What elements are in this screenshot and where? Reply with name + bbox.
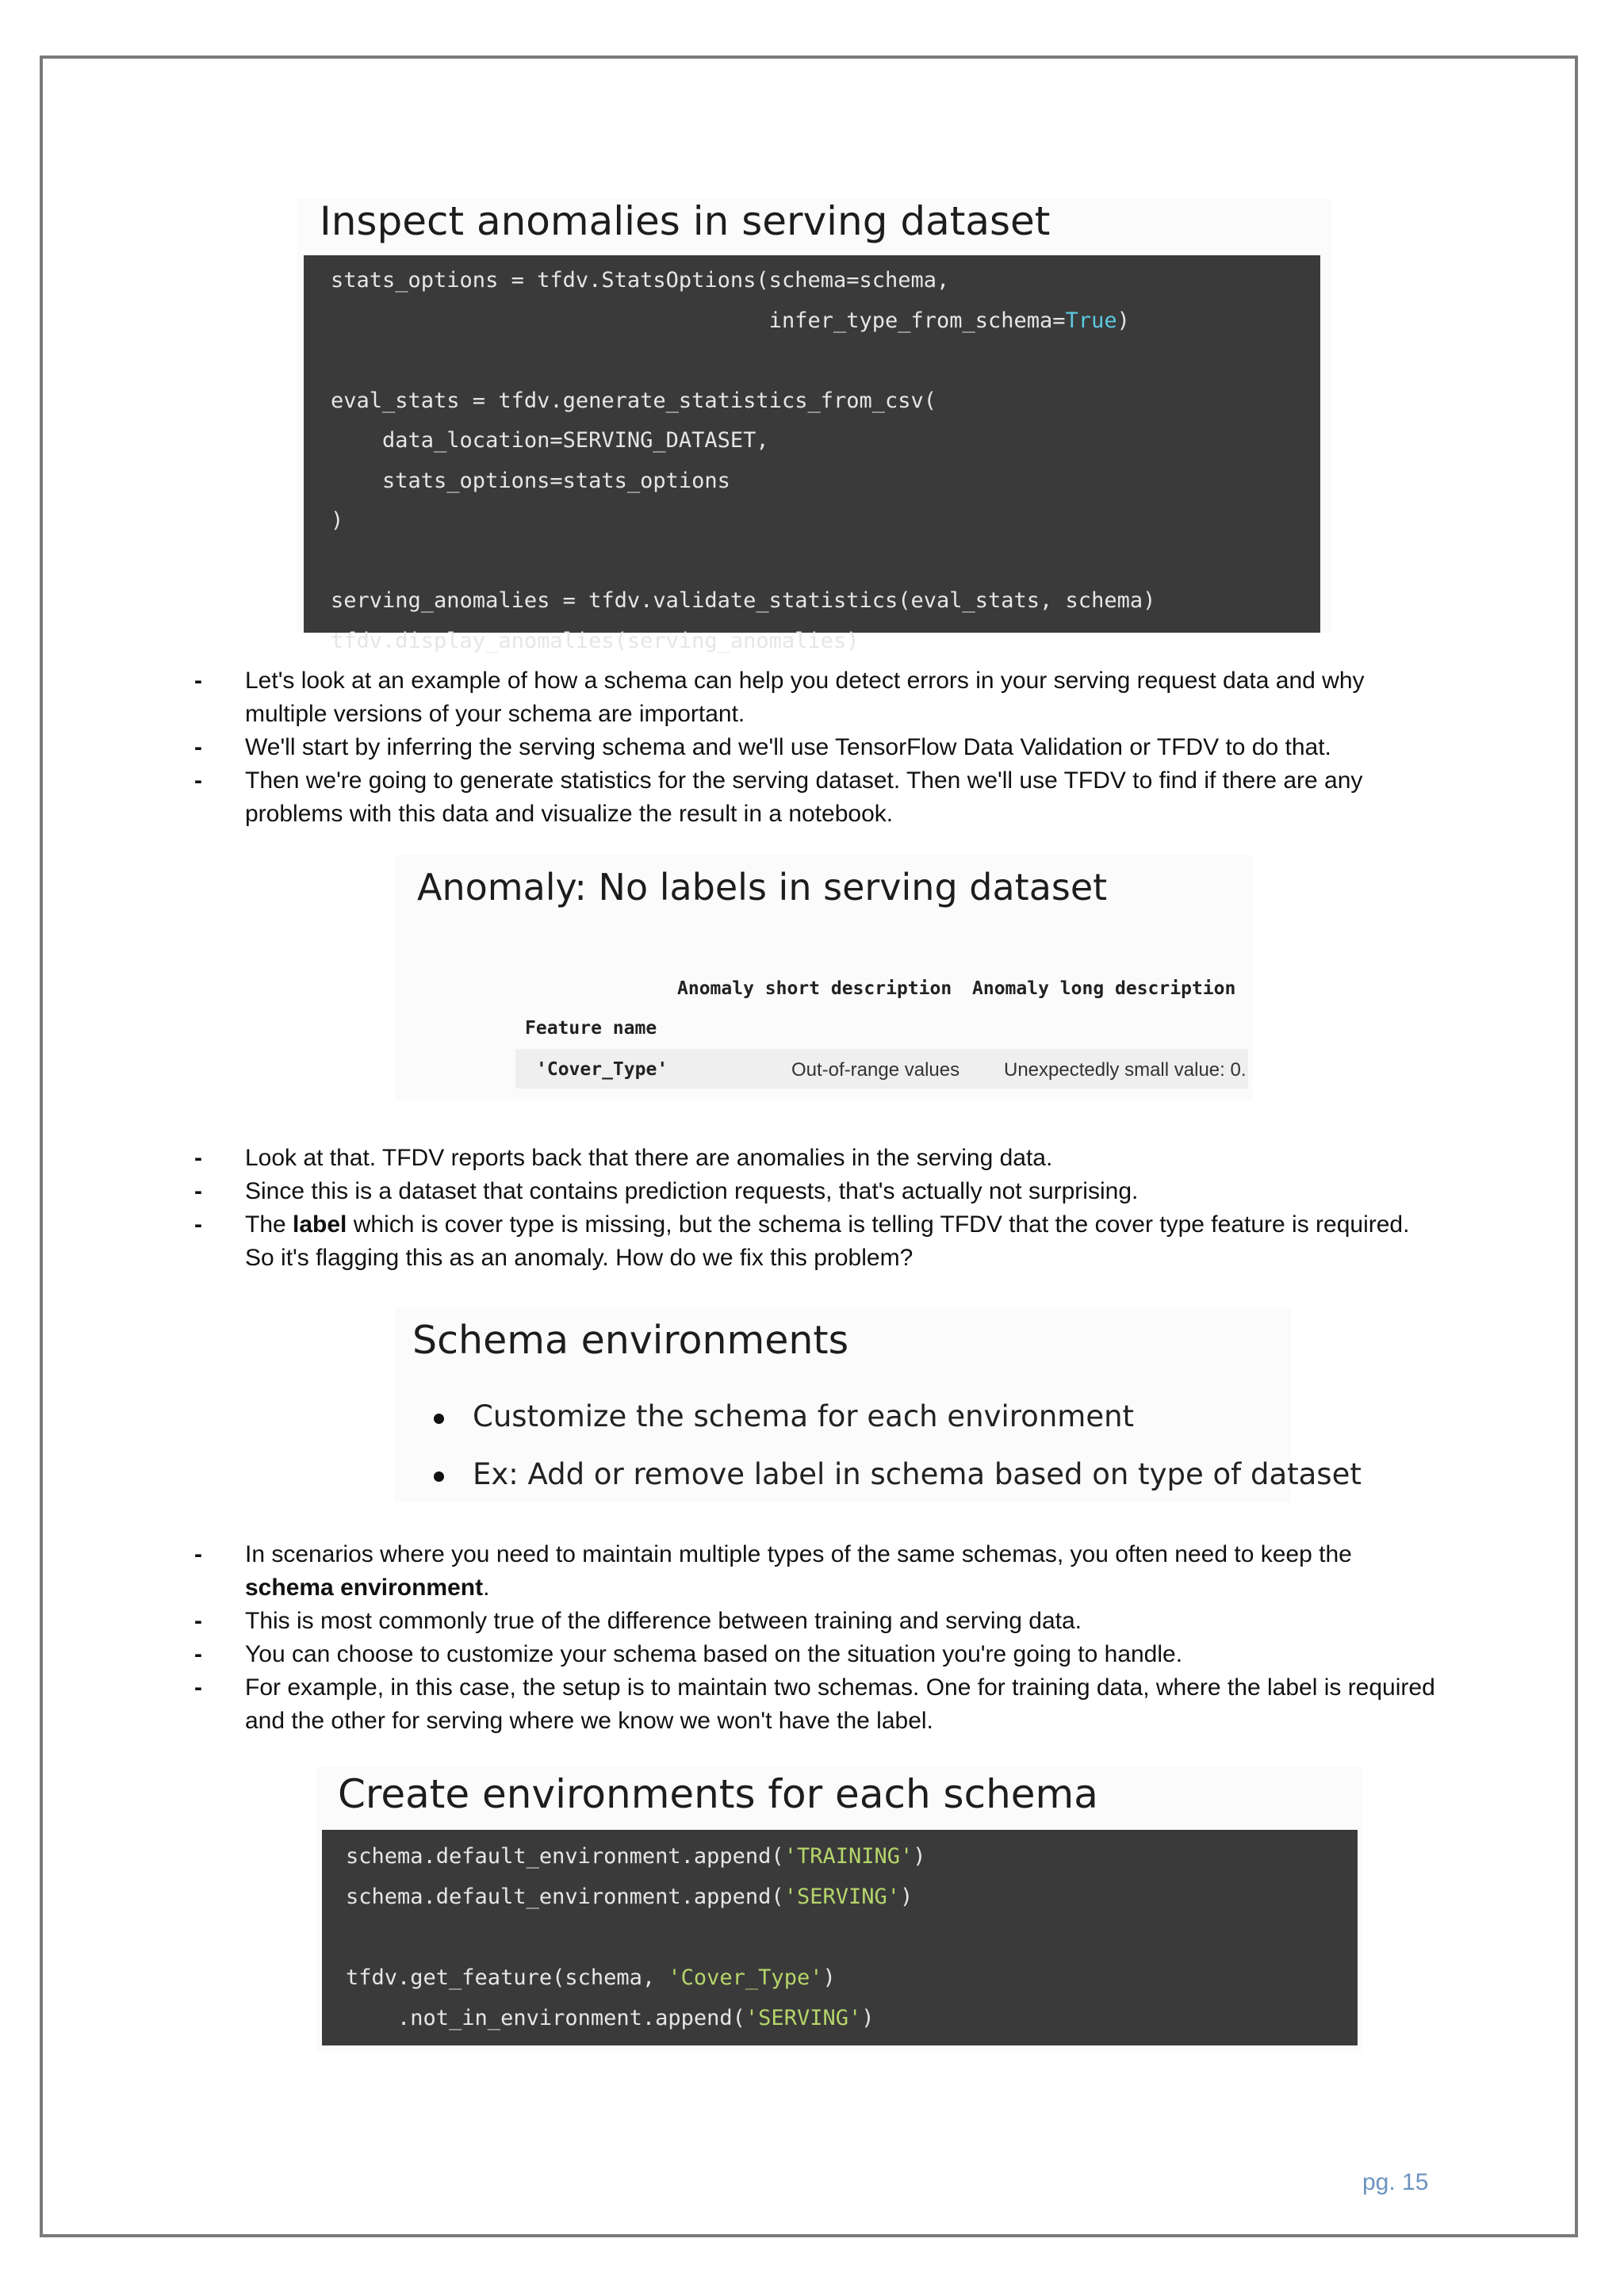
slide-title: Schema environments bbox=[412, 1318, 849, 1363]
slide-title: Create environments for each schema bbox=[338, 1771, 1098, 1817]
list-item: - In scenarios where you need to maintain multiple types of the same schemas, you often need to keep the schema environment. bbox=[194, 1538, 1439, 1605]
row-long-description: Unexpectedly small value: 0. bbox=[1004, 1059, 1247, 1081]
dash-bullet-icon: - bbox=[194, 1211, 202, 1238]
list-item: Customize the schema for each environment bbox=[473, 1399, 1135, 1433]
slide-schema-environments bbox=[395, 1308, 1362, 1502]
code-line: ) bbox=[331, 508, 344, 533]
code-line: data_location=SERVING_DATASET, bbox=[331, 428, 769, 453]
list-item: - For example, in this case, the setup is to maintain two schemas. One for training data, where the label is required and the other for serving where we know we won't have the label. bbox=[194, 1671, 1439, 1738]
code-line: stats_options=stats_options bbox=[331, 468, 730, 493]
column-header-long: Anomaly long description bbox=[972, 978, 1236, 999]
code-block bbox=[304, 255, 1320, 653]
code-line: eval_stats = tfdv.generate_statistics_from_csv( bbox=[331, 388, 937, 413]
list-item: - Since this is a dataset that contains prediction requests, that's actually not surprising. bbox=[194, 1175, 1439, 1208]
list-item: Ex: Add or remove label in schema based on type of dataset bbox=[473, 1457, 1362, 1491]
page-number: pg. 15 bbox=[1362, 2169, 1429, 2195]
list-item: - This is most commonly true of the difference between training and serving data. bbox=[194, 1605, 1439, 1638]
code-line: infer_type_from_schema=True) bbox=[331, 308, 1130, 333]
dash-bullet-icon: - bbox=[194, 1541, 202, 1567]
dash-bullet-icon: - bbox=[194, 767, 202, 794]
anomalies-table bbox=[395, 855, 1253, 1100]
list-item: - Look at that. TFDV reports back that there are anomalies in the serving data. bbox=[194, 1142, 1439, 1175]
code-line: stats_options = tfdv.StatsOptions(schema=schema, bbox=[331, 268, 950, 293]
code-block bbox=[322, 1830, 1358, 2045]
dash-bullet-icon: - bbox=[194, 1178, 202, 1204]
list-item: - Then we're going to generate statistics for the serving dataset. Then we'll use TFDV to find if there are any problems with this data and visualize the result in a notebook. bbox=[194, 764, 1439, 831]
code-line: serving_anomalies = tfdv.validate_statistics(eval_stats, schema) bbox=[331, 588, 1156, 613]
list-item: - Let's look at an example of how a schema can help you detect errors in your serving request data and why multiple versions of your schema are important. bbox=[194, 664, 1439, 731]
list-item: - We'll start by inferring the serving schema and we'll use TensorFlow Data Validation or TFDV to do that. bbox=[194, 731, 1439, 764]
dash-bullet-icon: - bbox=[194, 668, 202, 694]
slide-title: Inspect anomalies in serving dataset bbox=[320, 198, 1051, 244]
list-item: - The label which is cover type is missing, but the schema is telling TFDV that the cover type feature is required. So it's flagging this as an anomaly. How do we fix this problem? bbox=[194, 1208, 1439, 1275]
bullet-list-2 bbox=[194, 1142, 1439, 1275]
dash-bullet-icon: - bbox=[194, 734, 202, 760]
column-header-short: Anomaly short description bbox=[677, 978, 952, 999]
bullet-dot-icon bbox=[434, 1471, 444, 1482]
code-line: tfdv.display_anomalies(serving_anomalies) bbox=[331, 628, 860, 653]
bullet-dot-icon bbox=[434, 1414, 444, 1424]
slide-create-environments bbox=[316, 1766, 1362, 2052]
index-header: Feature name bbox=[525, 1018, 657, 1039]
row-feature-name: 'Cover_Type' bbox=[536, 1059, 668, 1080]
code-line: tfdv.get_feature(schema, 'Cover_Type') bbox=[346, 1965, 836, 1990]
code-line: schema.default_environment.append('TRAINING') bbox=[346, 1844, 926, 1869]
list-item: - You can choose to customize your schema based on the situation you're going to handle. bbox=[194, 1638, 1439, 1671]
dash-bullet-icon: - bbox=[194, 1145, 202, 1171]
code-line: .not_in_environment.append('SERVING') bbox=[346, 2006, 875, 2030]
code-line: schema.default_environment.append('SERVING') bbox=[346, 1885, 914, 1909]
dash-bullet-icon: - bbox=[194, 1641, 202, 1667]
row-short-description: Out-of-range values bbox=[791, 1059, 960, 1081]
bullet-list-1 bbox=[194, 664, 1439, 831]
slide-inspect-anomalies bbox=[297, 198, 1332, 653]
dash-bullet-icon: - bbox=[194, 1674, 202, 1701]
slide-anomaly-no-labels bbox=[395, 855, 1253, 1100]
dash-bullet-icon: - bbox=[194, 1608, 202, 1634]
bullet-list-3 bbox=[194, 1538, 1439, 1738]
slide-title: Anomaly: No labels in serving dataset bbox=[417, 866, 1108, 909]
